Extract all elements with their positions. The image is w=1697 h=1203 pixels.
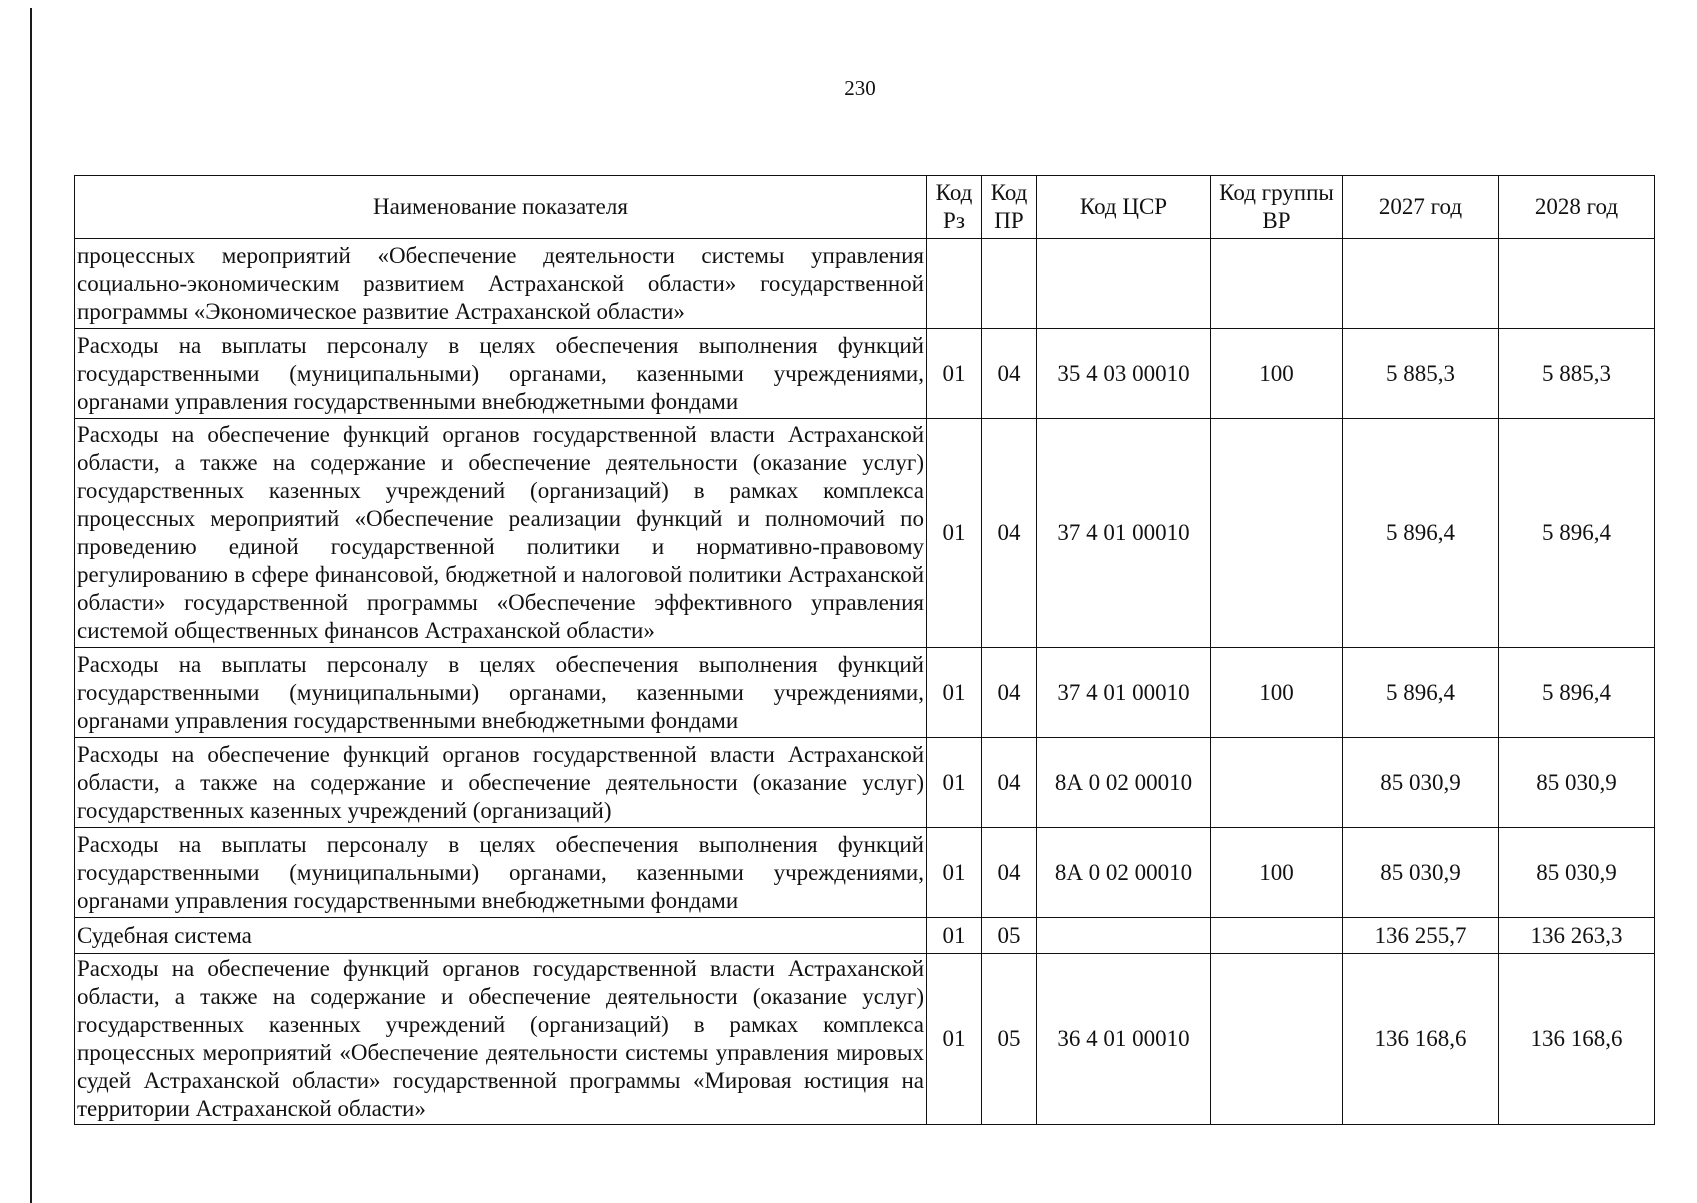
table-row [75, 828, 1655, 918]
table-row [75, 738, 1655, 828]
row-2027: 85 030,9 [1343, 738, 1499, 828]
row-name: Расходы на обеспечение функций органов государственной власти Астраханской области, а также на содержание и обеспечение деятельности (оказание услуг) государственных казенных учреждений (организаций) в рамках комплекса процессных мероприятий «Обеспечение деятельности системы управления мировых судей Астраханской области» государственной программы «Мировая юстиция на территории Астраханской области» [75, 954, 927, 1125]
row-name: процессных мероприятий «Обеспечение деятельности системы управления социально-экономическим развитием Астраханской области» государственной программы «Экономическое развитие Астраханской области» [75, 239, 927, 329]
header-pr: Код ПР [982, 176, 1037, 239]
row-pr: 04 [982, 828, 1037, 918]
row-2028: 5 896,4 [1499, 419, 1655, 648]
header-year-2028: 2028 год [1499, 176, 1655, 239]
budget-table [74, 175, 1655, 1125]
row-2028: 5 896,4 [1499, 648, 1655, 738]
row-rz: 01 [927, 738, 982, 828]
row-vr [1211, 419, 1343, 648]
row-rz: 01 [927, 828, 982, 918]
table-row [75, 419, 1655, 648]
row-rz: 01 [927, 954, 982, 1125]
header-vr: Код группы ВР [1211, 176, 1343, 239]
row-csr: 35 4 03 00010 [1037, 329, 1211, 419]
row-vr: 100 [1211, 828, 1343, 918]
row-pr: 04 [982, 329, 1037, 419]
row-csr: 36 4 01 00010 [1037, 954, 1211, 1125]
row-2028: 85 030,9 [1499, 828, 1655, 918]
row-csr [1037, 239, 1211, 329]
row-2027: 136 255,7 [1343, 918, 1499, 954]
row-pr [982, 239, 1037, 329]
row-pr: 04 [982, 738, 1037, 828]
row-name: Расходы на выплаты персоналу в целях обеспечения выполнения функций государственными (муниципальными) органами, казенными учреждениями, органами управления государственными внебюджетными фондами [75, 648, 927, 738]
row-name: Расходы на обеспечение функций органов государственной власти Астраханской области, а также на содержание и обеспечение деятельности (оказание услуг) государственных казенных учреждений (организаций) в рамках комплекса процессных мероприятий «Обеспечение реализации функций и полномочий по проведению единой государственной политики и нормативно-правовому регулированию в сфере финансовой, бюджетной и налоговой политики Астраханской области» государственной программы «Обеспечение эффективного управления системой общественных финансов Астраханской области» [75, 419, 927, 648]
row-vr [1211, 918, 1343, 954]
table-row [75, 648, 1655, 738]
row-2028 [1499, 239, 1655, 329]
row-name: Расходы на выплаты персоналу в целях обеспечения выполнения функций государственными (муниципальными) органами, казенными учреждениями, органами управления государственными внебюджетными фондами [75, 828, 927, 918]
row-2028: 136 263,3 [1499, 918, 1655, 954]
row-2028: 5 885,3 [1499, 329, 1655, 419]
row-rz: 01 [927, 918, 982, 954]
row-vr [1211, 239, 1343, 329]
row-2028: 85 030,9 [1499, 738, 1655, 828]
row-rz [927, 239, 982, 329]
row-pr: 04 [982, 648, 1037, 738]
row-2027: 85 030,9 [1343, 828, 1499, 918]
row-name: Расходы на обеспечение функций органов государственной власти Астраханской области, а также на содержание и обеспечение деятельности (оказание услуг) государственных казенных учреждений (организаций) [75, 738, 927, 828]
row-vr: 100 [1211, 329, 1343, 419]
row-2027: 5 896,4 [1343, 419, 1499, 648]
row-csr: 8А 0 02 00010 [1037, 828, 1211, 918]
row-vr [1211, 738, 1343, 828]
row-rz: 01 [927, 648, 982, 738]
table-row [75, 239, 1655, 329]
table-row [75, 954, 1655, 1125]
row-pr: 04 [982, 419, 1037, 648]
header-name: Наименование показателя [75, 176, 927, 239]
header-csr: Код ЦСР [1037, 176, 1211, 239]
row-vr [1211, 954, 1343, 1125]
table-row [75, 329, 1655, 419]
row-2028: 136 168,6 [1499, 954, 1655, 1125]
table-header-row [75, 176, 1655, 239]
row-csr: 37 4 01 00010 [1037, 419, 1211, 648]
row-rz: 01 [927, 329, 982, 419]
row-name: Расходы на выплаты персоналу в целях обеспечения выполнения функций государственными (муниципальными) органами, казенными учреждениями, органами управления государственными внебюджетными фондами [75, 329, 927, 419]
row-name: Судебная система [75, 918, 927, 954]
page-number: 230 [844, 76, 876, 100]
row-csr: 37 4 01 00010 [1037, 648, 1211, 738]
header-year-2027: 2027 год [1343, 176, 1499, 239]
row-rz: 01 [927, 419, 982, 648]
row-vr: 100 [1211, 648, 1343, 738]
row-2027 [1343, 239, 1499, 329]
row-csr [1037, 918, 1211, 954]
row-csr: 8А 0 02 00010 [1037, 738, 1211, 828]
table-row [75, 918, 1655, 954]
row-2027: 5 896,4 [1343, 648, 1499, 738]
header-rz: Код Рз [927, 176, 982, 239]
row-2027: 136 168,6 [1343, 954, 1499, 1125]
row-pr: 05 [982, 954, 1037, 1125]
page-margin-line [30, 8, 32, 1203]
row-2027: 5 885,3 [1343, 329, 1499, 419]
row-pr: 05 [982, 918, 1037, 954]
